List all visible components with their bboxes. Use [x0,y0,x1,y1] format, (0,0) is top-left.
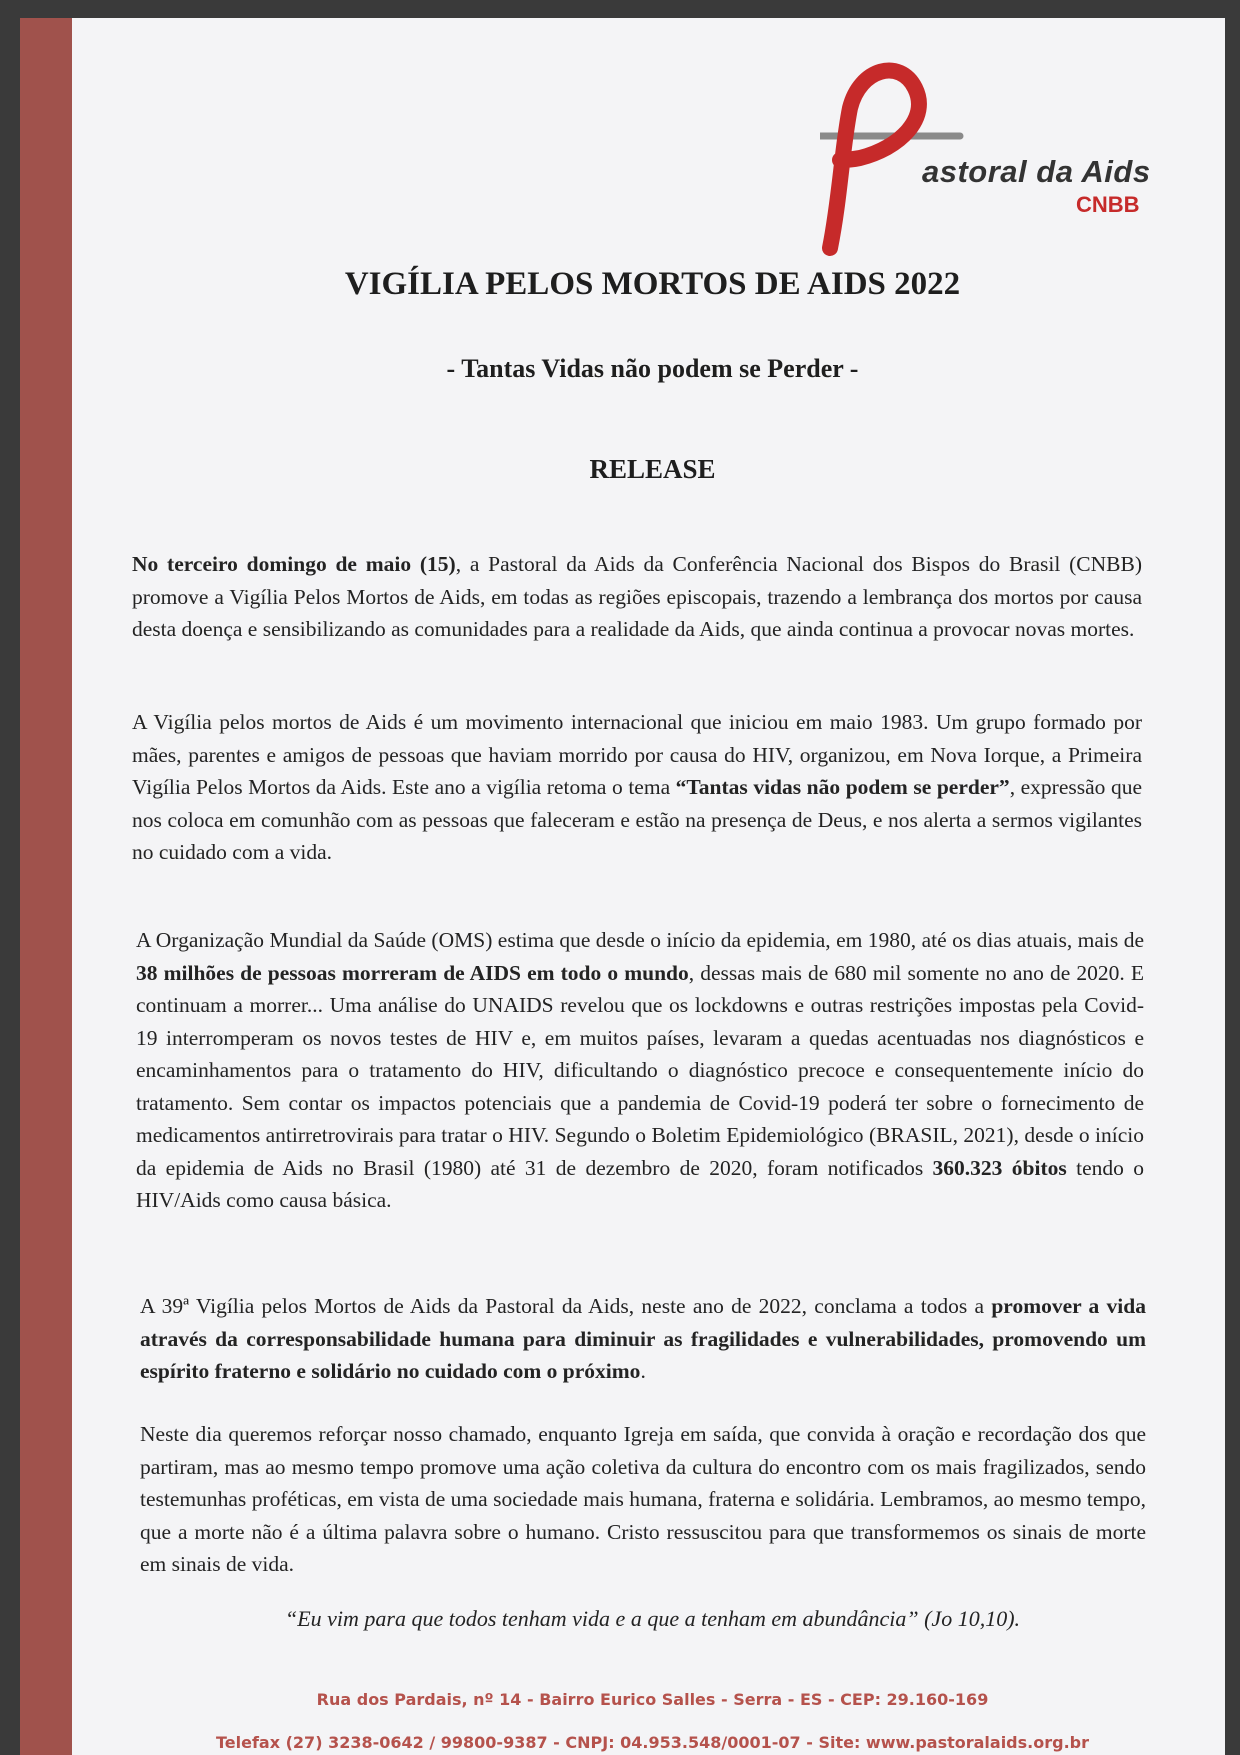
logo-name: astoral da Aids [922,154,1151,189]
paragraph-2 [132,706,1142,869]
paragraph-3-text-3: tendo o HIV/Aids como causa básica. [136,1155,1144,1212]
paragraph-3-text-2: , dessas mais de 680 mil somente no ano de 2020. E continuam a morrer... Uma análise do UNAIDS revelou que os lockdowns e outras restrições impostas pela Covid-19 interromperam os novos testes de HIV e, em muitos países, levaram a quedas acentuadas nos diagnósticos e encaminhamentos para o tratamento do HIV, dificultando o diagnóstico precoce e consequentemente início do tratamento. Sem contar os impactos potenciais que a pandemia de Covid-19 poderá ter sobre o fornecimento de medicamentos antirretrovirais para tratar o HIV. Segundo o Boletim Epidemiológico (BRASIL, 2021), desde o início da epidemia de Aids no Brasil (1980) até 31 de dezembro de 2020, foram notificados [136,960,1145,1180]
paragraph-3-bold-1: 38 milhões de pessoas morreram de AIDS em todo o mundo [136,960,689,985]
paragraph-3-text-1: A Organização Mundial da Saúde (OMS) estima que desde o início da epidemia, em 1980, até os dias atuais, mais de [136,928,1144,952]
document-title: VIGÍLIA PELOS MORTOS DE AIDS 2022 [344,266,961,302]
left-margin-bar [20,18,72,1755]
paragraph-3 [136,924,1144,1217]
paragraph-2-bold-1: “Tantas vidas não podem se perder” [675,775,1010,799]
paragraph-3-bold-2: 360.323 óbitos [932,1155,1067,1180]
document-subtitle: - Tantas Vidas não podem se Perder - [446,354,859,383]
document-page [20,18,1225,1755]
paragraph-4-bold-1: promover a vida através da corresponsabilidade humana para diminuir as fragilidades e vulnerabilidades, promovendo um espírito fraterno e solidário no cuidado com o próximo [140,1294,1146,1383]
paragraph-5-text-1: Neste dia queremos reforçar nosso chamado, enquanto Igreja em saída, que convida à oração e recordação dos que partiram, mas ao mesmo tempo promove uma ação coletiva da cultura do encontro com os mais fragilizados, sendo testemunhas proféticas, em vista de uma sociedade mais humana, fraterna e solidária. Lembramos, ao mesmo tempo, que a morte não é a última palavra sobre o humano. Cristo ressuscitou para que transformemos os sinais de morte em sinais de vida. [140,1422,1146,1576]
bible-quote: “Eu vim para que todos tenham vida e a que a tenham em abundância” (Jo 10,10). [284,1606,1021,1631]
paragraph-5 [140,1418,1146,1581]
logo-org: CNBB [1076,192,1140,217]
paragraph-1-text-1: , a Pastoral da Aids da Conferência Nacional dos Bispos do Brasil (CNBB) promove a Vigília Pelos Mortos de Aids, em todas as regiões episcopais, trazendo a lembrança dos mortos por causa desta doença e sensibilizando as comunidades para a realidade da Aids, que ainda continua a provocar novas mortes. [132,552,1142,641]
paragraph-1 [132,548,1142,646]
pastoral-da-aids-logo [820,48,1200,288]
section-label: RELEASE [589,454,716,484]
paragraph-4-text-2: . [640,1359,646,1383]
footer-contact: Telefax (27) 3238-0642 / 99800-9387 - CNPJ: 04.953.548/0001-07 - Site: www.pastoralaids.org.br [215,1733,1089,1752]
paragraph-2-text-1: A Vigília pelos mortos de Aids é um movimento internacional que iniciou em maio 1983. Um grupo formado por mães, parentes e amigos de pessoas que haviam morrido por causa do HIV, organizou, em Nova Iorque, a Primeira Vigília Pelos Mortos da Aids. Este ano a vigília retoma o tema [132,710,1142,799]
paragraph-2-text-2: , expressão que nos coloca em comunhão com as pessoas que faleceram e estão na presença de Deus, e nos alerta a sermos vigilantes no cuidado com a vida. [132,775,1142,864]
paragraph-4-text-1: A 39ª Vigília pelos Mortos de Aids da Pastoral da Aids, neste ano de 2022, conclama a todos a [140,1294,992,1318]
paragraph-4 [140,1290,1146,1388]
paragraph-1-bold-1: No terceiro domingo de maio (15) [132,552,456,576]
footer-address: Rua dos Pardais, nº 14 - Bairro Eurico Salles - Serra - ES - CEP: 29.160-169 [316,1690,989,1709]
